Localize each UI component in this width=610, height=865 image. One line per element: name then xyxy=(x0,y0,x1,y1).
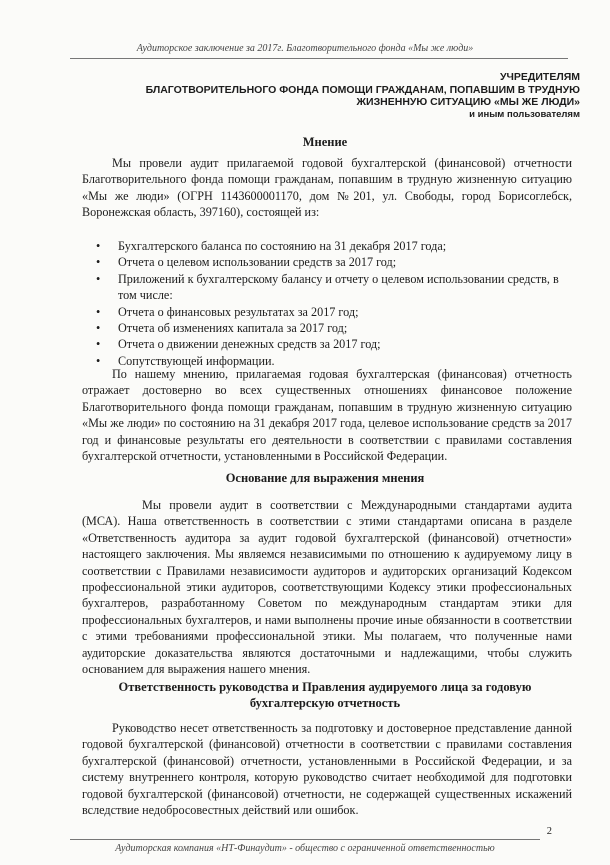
header-divider xyxy=(70,58,568,59)
list-item xyxy=(82,304,572,320)
section-title-line: бухгалтерскую отчетность xyxy=(249,696,401,710)
section-title-opinion: Мнение xyxy=(302,135,348,149)
addressee-block xyxy=(60,71,580,121)
footer-divider xyxy=(70,839,540,840)
addressee-line: и иным пользователям xyxy=(469,108,580,120)
addressee-line: УЧРЕДИТЕЛЯМ xyxy=(499,71,580,83)
bullet-icon: • xyxy=(96,304,101,319)
bullet-icon: • xyxy=(96,271,101,286)
bullet-icon: • xyxy=(96,255,101,270)
bullet-icon: • xyxy=(96,353,101,368)
running-header: Аудиторское заключение за 2017г. Благотворительного фонда «Мы же люди» xyxy=(136,43,474,54)
list-item xyxy=(82,254,572,270)
bullet-icon: • xyxy=(96,337,101,352)
opinion-conclusion-paragraph: По нашему мнению, прилагаемая годовая бухгалтерская (финансовая) отчетность отражает достоверно во всех существенных отношениях финансовое положение Благотворительного фонда помощи гражданам, попавшим в трудную жизненную ситуацию «Мы же люди» по состоянию на 31 декабря 2017 года, целевое использование средств за 2017 год и финансовые результаты его деятельности в соответствии с правилами составления бухгалтерской отчетности, установленными в Российской Федерации. xyxy=(82,367,572,464)
list-item-text: Бухгалтерского баланса по состоянию на 31 декабря 2017 года; xyxy=(118,239,447,253)
addressee-line: ЖИЗНЕННУЮ СИТУАЦИЮ «МЫ ЖЕ ЛЮДИ» xyxy=(356,96,580,108)
list-item-text: Отчета о движении денежных средств за 2017 год; xyxy=(118,337,381,352)
list-item-text: Отчета о финансовых результатах за 2017 год; xyxy=(118,304,359,319)
running-footer: Аудиторская компания «НТ-Финаудит» - общество с ограниченной ответственностью xyxy=(115,843,495,854)
list-item-text: Отчета о целевом использовании средств за 2017 год; xyxy=(118,255,397,270)
bullet-icon: • xyxy=(96,321,101,336)
list-item-text: Сопутствующей информации. xyxy=(118,353,275,368)
bullet-icon: • xyxy=(96,239,101,253)
list-item xyxy=(82,336,572,352)
basis-paragraph: Мы провели аудит в соответствии с Международными стандартами аудита (МСА). Наша ответственность в соответствии с этими стандартами описана в разделе «Ответственность аудитора за аудит годовой бухгалтерской (финансовой) отчетности» настоящего заключения. Мы являемся независимыми по отношению к аудируемому лицу в соответствии с Правилами независимости аудиторов и аудиторских организаций Кодексом профессиональной этики аудиторов, соответствующими Кодексу этики профессиональных бухгалтеров, разработанному Советом по международным стандартам этики для профессиональных бухгалтеров, и нами выполнены прочие иные обязанности в соответствии с этими требованиями профессиональной этики. Мы полагаем, что полученные нами аудиторские доказательства являются достаточными и надлежащими, чтобы служить основанием для выражения нашего мнения. xyxy=(82,498,572,677)
section-title-line: Ответственность руководства и Правления аудируемого лица за годовую xyxy=(118,680,532,694)
list-item-text: Приложений к бухгалтерскому балансу и отчету о целевом использовании средств, в том числе: xyxy=(118,271,559,303)
report-components-list xyxy=(82,238,572,369)
page-number: 2 xyxy=(546,826,552,837)
list-item xyxy=(82,320,572,336)
responsibility-paragraph: Руководство несет ответственность за подготовку и достоверное представление данной годовой бухгалтерской (финансовой) отчетности в соответствии с правилами составления бухгалтерской (финансовой) отчетности, установленными в Российской Федерации, и за систему внутреннего контроля, которую руководство считает необходимой для подготовки годовой бухгалтерской (финансовой) отчетности, не содержащей существенных искажений вследствие недобросовестных действий или ошибок. xyxy=(82,721,572,818)
section-title-responsibility xyxy=(80,679,570,711)
addressee-line: БЛАГОТВОРИТЕЛЬНОГО ФОНДА ПОМОЩИ ГРАЖДАНАМ, ПОПАВШИМ В ТРУДНУЮ xyxy=(145,83,580,96)
opinion-intro-paragraph: Мы провели аудит прилагаемой годовой бухгалтерской (финансовой) отчетности Благотворительного фонда помощи гражданам, попавшим в трудную жизненную ситуацию «Мы же люди» (ОГРН 1143600001170, дом №201, ул. Свободы, город Борисоглебск, Воронежская область, 397160), состоящей из: xyxy=(82,156,572,220)
list-item xyxy=(82,238,572,254)
list-item xyxy=(82,271,572,304)
list-item-text: Отчета об изменениях капитала за 2017 год; xyxy=(118,321,348,336)
section-title-basis: Основание для выражения мнения xyxy=(225,471,425,485)
